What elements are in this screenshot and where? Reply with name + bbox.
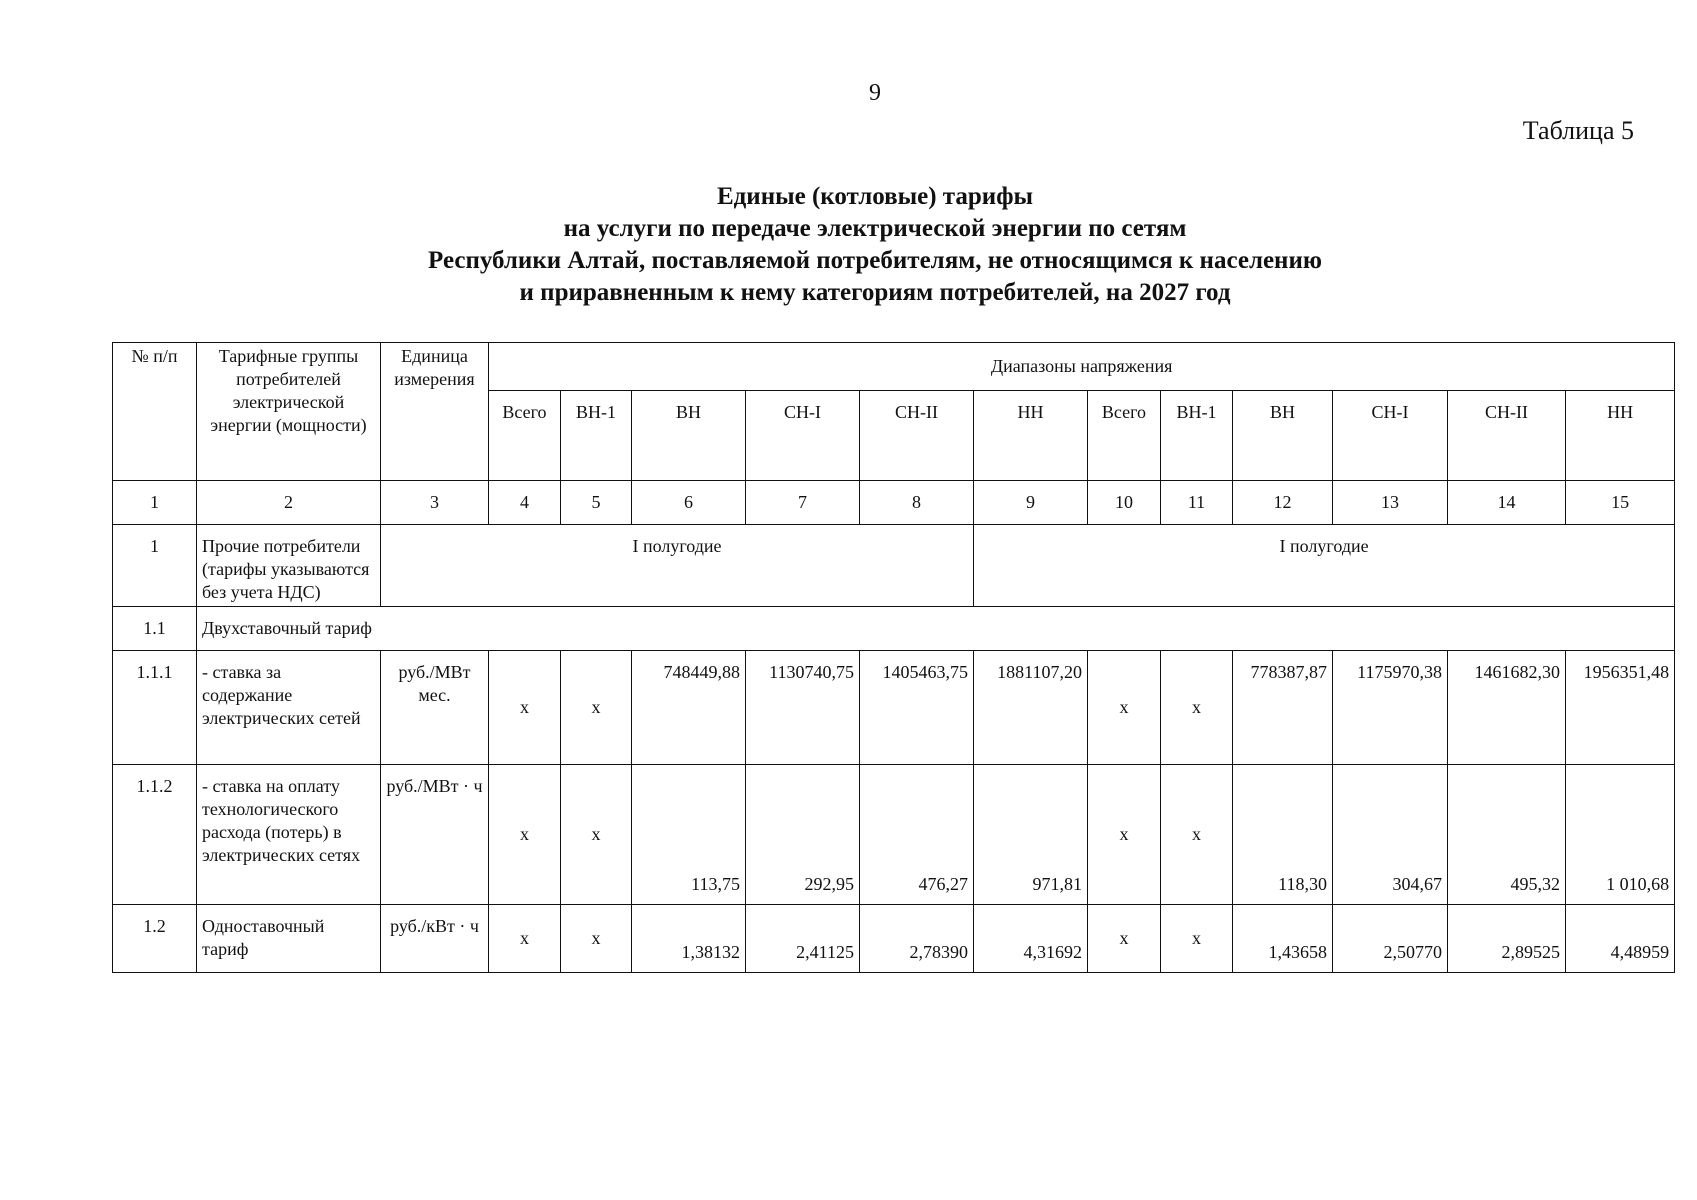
header-num: № п/п bbox=[113, 343, 197, 481]
row-unit: руб./МВт мес. bbox=[381, 651, 489, 765]
column-number: 8 bbox=[860, 481, 974, 525]
value-cell: 971,81 bbox=[974, 765, 1088, 905]
value-cell: х bbox=[489, 765, 561, 905]
column-number: 3 bbox=[381, 481, 489, 525]
value-cell: 1956351,48 bbox=[1566, 651, 1675, 765]
subsection-label: Двухставочный тариф bbox=[197, 607, 1675, 651]
value-cell: 4,31692 bbox=[974, 905, 1088, 973]
title-line-3: Республики Алтай, поставляемой потребителям, не относящимся к населению bbox=[428, 247, 1322, 274]
header-row bbox=[113, 343, 1675, 391]
value-cell: 1,43658 bbox=[1233, 905, 1333, 973]
tariff-table bbox=[112, 342, 1675, 973]
value-cell: х bbox=[561, 651, 632, 765]
value-cell: 1405463,75 bbox=[860, 651, 974, 765]
value-cell: 2,41125 bbox=[746, 905, 860, 973]
row-label: Одноставочный тариф bbox=[197, 905, 381, 973]
value-cell: 476,27 bbox=[860, 765, 974, 905]
value-cell: х bbox=[1161, 765, 1233, 905]
subheader-nn: НН bbox=[974, 391, 1088, 481]
title-line-2: на услуги по передаче электрической энергии по сетям bbox=[563, 215, 1187, 242]
value-cell: 1881107,20 bbox=[974, 651, 1088, 765]
column-number: 13 bbox=[1333, 481, 1448, 525]
column-number: 14 bbox=[1448, 481, 1566, 525]
value-cell: х bbox=[1161, 905, 1233, 973]
row-label: - ставка на оплату технологического расхода (потерь) в электрических сетях bbox=[197, 765, 381, 905]
value-cell: х bbox=[489, 651, 561, 765]
period-second: I полугодие bbox=[974, 525, 1675, 607]
column-number: 10 bbox=[1088, 481, 1161, 525]
value-cell: 292,95 bbox=[746, 765, 860, 905]
subheader-vn: ВН bbox=[632, 391, 746, 481]
column-number-row bbox=[113, 481, 1675, 525]
column-number: 11 bbox=[1161, 481, 1233, 525]
header-group: Тарифные группы потребителей электрической энергии (мощности) bbox=[197, 343, 381, 481]
column-number: 2 bbox=[197, 481, 381, 525]
value-cell: 1 010,68 bbox=[1566, 765, 1675, 905]
subheader-sn1: СН-I bbox=[746, 391, 860, 481]
row-num: 1.1.1 bbox=[113, 651, 197, 765]
header-unit: Единица измерения bbox=[381, 343, 489, 481]
table-row bbox=[113, 765, 1675, 905]
subheader-total: Всего bbox=[489, 391, 561, 481]
value-cell: 4,48959 bbox=[1566, 905, 1675, 973]
value-cell: 2,50770 bbox=[1333, 905, 1448, 973]
value-cell: х bbox=[561, 905, 632, 973]
subsection-row bbox=[113, 607, 1675, 651]
subheader-vn: ВН bbox=[1233, 391, 1333, 481]
table-label: Таблица 5 bbox=[1522, 116, 1634, 145]
document-title bbox=[0, 181, 1697, 309]
subheader-nn: НН bbox=[1566, 391, 1675, 481]
row-num: 1.1.2 bbox=[113, 765, 197, 905]
column-number: 5 bbox=[561, 481, 632, 525]
title-line-4: и приравненным к нему категориям потребителей, на 2027 год bbox=[519, 279, 1231, 306]
value-cell: 113,75 bbox=[632, 765, 746, 905]
value-cell: 1175970,38 bbox=[1333, 651, 1448, 765]
subheader-total: Всего bbox=[1088, 391, 1161, 481]
title-line-1: Единые (котловые) тарифы bbox=[716, 183, 1034, 210]
value-cell: х bbox=[1088, 651, 1161, 765]
subheader-vn1: ВН-1 bbox=[1161, 391, 1233, 481]
header-ranges: Диапазоны напряжения bbox=[489, 343, 1675, 391]
value-cell: 778387,87 bbox=[1233, 651, 1333, 765]
column-number: 7 bbox=[746, 481, 860, 525]
row-label: - ставка за содержание электрических сетей bbox=[197, 651, 381, 765]
row-unit: руб./кВт · ч bbox=[381, 905, 489, 973]
section-label: Прочие потребители (тарифы указываются без учета НДС) bbox=[197, 525, 381, 607]
value-cell: х bbox=[1088, 905, 1161, 973]
value-cell: 2,89525 bbox=[1448, 905, 1566, 973]
row-num: 1.2 bbox=[113, 905, 197, 973]
table-row bbox=[113, 905, 1675, 973]
subheader-sn2: СН-II bbox=[860, 391, 974, 481]
value-cell: 1461682,30 bbox=[1448, 651, 1566, 765]
value-cell: 1130740,75 bbox=[746, 651, 860, 765]
column-number: 15 bbox=[1566, 481, 1675, 525]
column-number: 6 bbox=[632, 481, 746, 525]
page-number: 9 bbox=[869, 80, 881, 106]
value-cell: х bbox=[489, 905, 561, 973]
column-number: 9 bbox=[974, 481, 1088, 525]
row-unit: руб./МВт · ч bbox=[381, 765, 489, 905]
column-number: 4 bbox=[489, 481, 561, 525]
value-cell: х bbox=[1088, 765, 1161, 905]
section-num: 1 bbox=[113, 525, 197, 607]
value-cell: 118,30 bbox=[1233, 765, 1333, 905]
subheader-sn1: СН-I bbox=[1333, 391, 1448, 481]
subsection-num: 1.1 bbox=[113, 607, 197, 651]
subheader-sn2: СН-II bbox=[1448, 391, 1566, 481]
value-cell: х bbox=[561, 765, 632, 905]
column-number: 1 bbox=[113, 481, 197, 525]
subheader-vn1: ВН-1 bbox=[561, 391, 632, 481]
value-cell: 495,32 bbox=[1448, 765, 1566, 905]
period-first: I полугодие bbox=[381, 525, 974, 607]
value-cell: 2,78390 bbox=[860, 905, 974, 973]
table-row bbox=[113, 651, 1675, 765]
column-number: 12 bbox=[1233, 481, 1333, 525]
section-row bbox=[113, 525, 1675, 607]
value-cell: 748449,88 bbox=[632, 651, 746, 765]
value-cell: х bbox=[1161, 651, 1233, 765]
value-cell: 1,38132 bbox=[632, 905, 746, 973]
value-cell: 304,67 bbox=[1333, 765, 1448, 905]
